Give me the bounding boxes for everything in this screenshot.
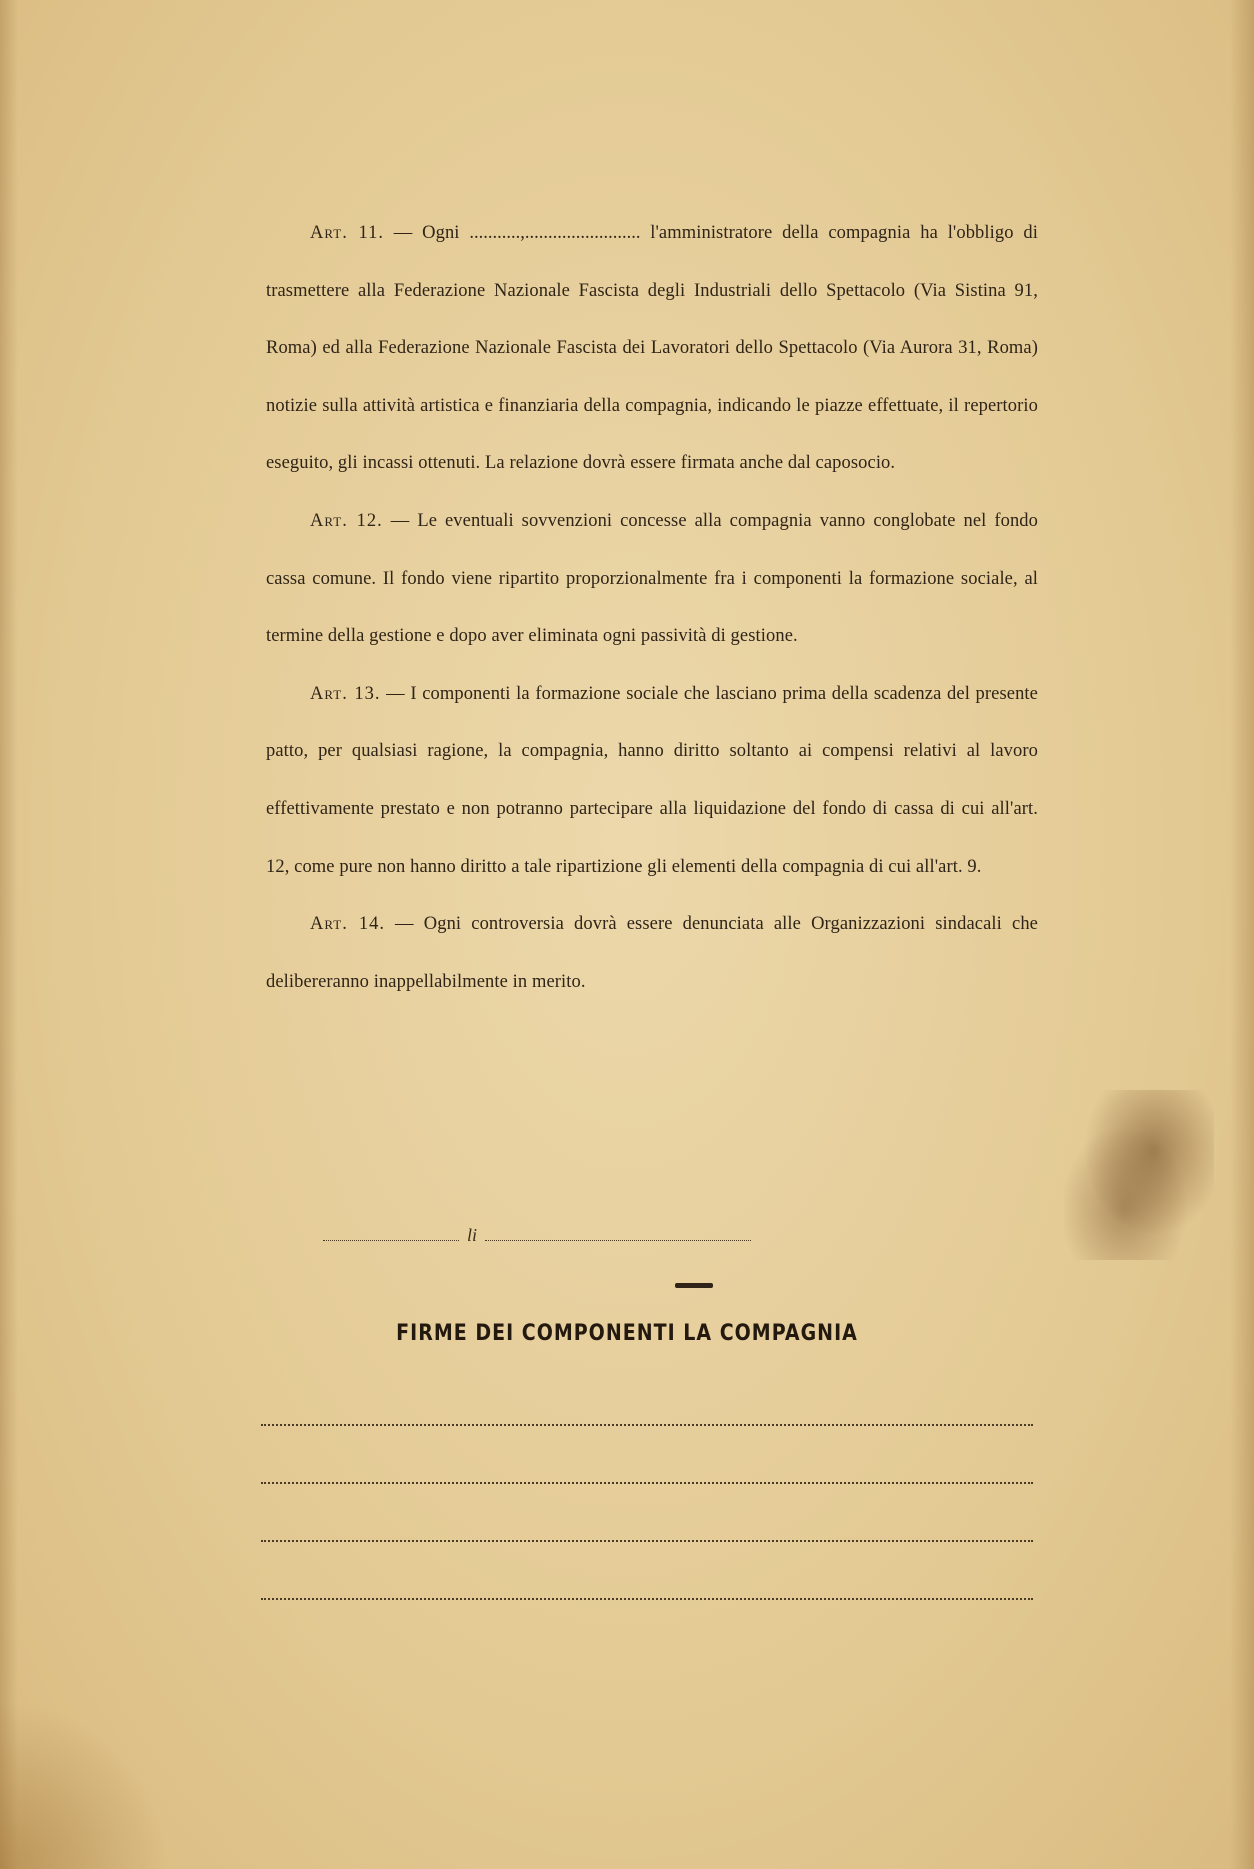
article-blank: ...........,.........................: [469, 223, 641, 243]
place-date-line: [323, 1225, 751, 1246]
article-11: [266, 205, 1038, 493]
paper-edge-shadow-left: [0, 0, 18, 1869]
signature-line: [261, 1540, 1033, 1542]
separator-dash: [675, 1283, 713, 1288]
corner-stain: [0, 1699, 170, 1869]
signature-line: [261, 1482, 1033, 1484]
article-14: [266, 896, 1038, 1011]
article-lead: — Ogni: [383, 223, 470, 243]
date-blank: [485, 1226, 751, 1241]
articles-body: [266, 205, 1038, 1011]
signature-line: [261, 1598, 1033, 1600]
article-text: l'amministratore della compagnia ha l'obbligo di trasmettere alla Federazione Nazionale Fascista degli Industriali dello Spettacolo (Via Sistina 91, Roma) ed alla Federazione Nazionale Fascista dei Lavoratori dello Spettacolo (Via Aurora 31, Roma) notizie sulla attività artistica e finanziaria della compagnia, indicando le piazze effettuate, il repertorio eseguito, gli incassi ottenuti. La relazione dovrà essere firmata anche dal caposocio.: [266, 223, 1038, 474]
paper-edge-shadow-right: [1230, 0, 1254, 1869]
article-label: Art. 13.: [310, 683, 381, 704]
article-label: Art. 11.: [310, 223, 384, 243]
article-label: Art. 14.: [310, 914, 385, 935]
article-12: [266, 493, 1038, 666]
article-text: — Ogni controversia dovrà essere denunciata alle Organizzazioni sindacali che delibereranno inappellabilmente in merito.: [266, 914, 1038, 992]
ink-stain: [1064, 1090, 1214, 1260]
article-label: Art. 12.: [310, 510, 383, 531]
place-blank: [323, 1226, 459, 1241]
article-13: [266, 666, 1038, 896]
signatures-title: FIRME DEI COMPONENTI LA COMPAGNIA: [396, 1320, 858, 1346]
li-label: li: [467, 1225, 478, 1245]
article-text: — I componenti la formazione sociale che lasciano prima della scadenza del presente patto, per qualsiasi ragione, la compagnia, hanno diritto soltanto ai compensi relativi al lavoro effettivamente prestato e non potranno partecipare alla liquidazione del fondo di cassa di cui all'art. 12, come pure non hanno diritto a tale ripartizione gli elementi della compagnia di cui all'art. 9.: [266, 683, 1038, 877]
article-text: — Le eventuali sovvenzioni concesse alla compagnia vanno conglobate nel fondo cassa comune. Il fondo viene ripartito proporzionalmente fra i componenti la formazione sociale, al termine della gestione e dopo aver eliminata ogni passività di gestione.: [266, 510, 1038, 647]
signature-line: [261, 1424, 1033, 1426]
